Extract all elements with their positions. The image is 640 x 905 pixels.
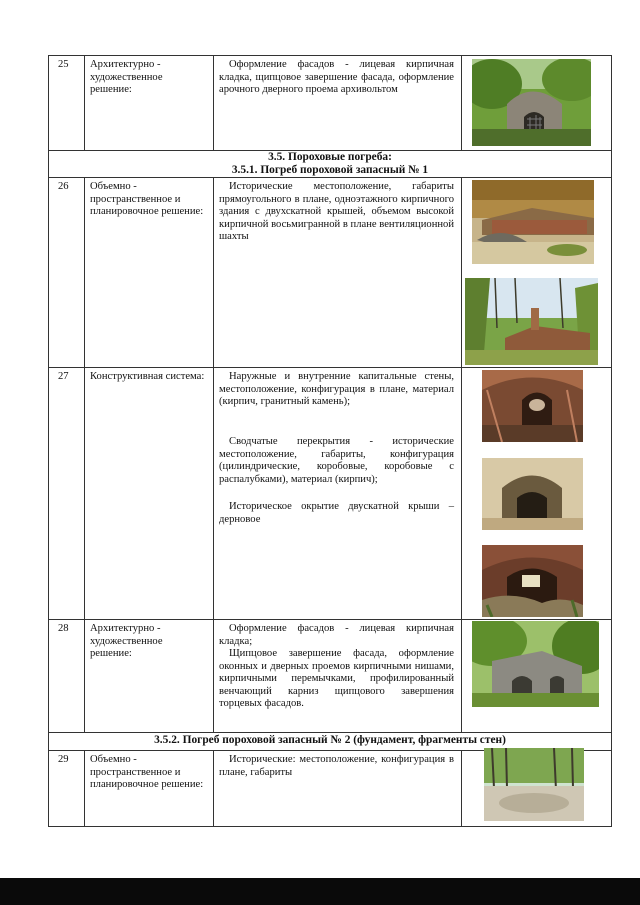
photo-brick-building <box>472 180 594 264</box>
table-border-top <box>48 55 612 56</box>
col-sep <box>213 750 214 827</box>
photo-interior-vault <box>482 370 583 442</box>
row-category: Конструктивная система: <box>90 371 205 382</box>
photo-arched-vault-debris <box>482 545 583 617</box>
photo-vaulted-corridor <box>482 458 583 530</box>
row-sep <box>48 367 612 368</box>
col-sep <box>213 55 214 150</box>
row-category: Архитектурно - художественное решение: <box>90 623 163 660</box>
section-heading: 3.5.1. Погреб пороховой запасный № 1 <box>231 164 429 176</box>
row-description: Исторические: местоположение, конфигурация в плане, габариты <box>219 754 454 778</box>
col-sep <box>84 750 85 827</box>
row-category: Объемно - пространственное и планировочное решение: <box>90 181 204 218</box>
photo-forest-foundation <box>484 748 584 821</box>
col-sep <box>84 177 85 732</box>
row-description: Сводчатые перекрытия - исторические местоположение, габариты, конфигурация (цилиндрические, коробовые, коробовые с распалубками), материал (кирпич); <box>219 436 454 485</box>
row-description: Историческое окрытие двускатной крыши – дерновое <box>219 501 454 525</box>
row-description: Щипцовое завершение фасада, оформление оконных и дверных проемов кирпичными нишами, кирпичными перемычками, профилированный венчающий карниз щипцового завершения торцевых фасадов. <box>219 648 454 710</box>
row-sep <box>48 732 612 733</box>
col-sep <box>213 177 214 732</box>
row-number: 29 <box>58 754 69 765</box>
col-sep <box>461 177 462 732</box>
col-sep <box>461 55 462 150</box>
row-number: 27 <box>58 371 69 382</box>
row-sep <box>48 619 612 620</box>
row-number: 28 <box>58 623 69 634</box>
col-sep <box>461 750 462 827</box>
row-number: 25 <box>58 59 69 70</box>
section-heading: 3.5.2. Погреб пороховой запасный № 2 (фундамент, фрагменты стен) <box>154 734 506 746</box>
photo-ventilation-shaft <box>465 278 598 365</box>
col-sep <box>84 55 85 150</box>
row-description: Наружные и внутренние капитальные стены, местоположение, конфигурация в плане, материал (кирпич, гранитный камень); <box>219 371 454 408</box>
row-description: Исторические местоположение, габариты прямоугольного в плане, одноэтажного кирпичного здания с двухскатной крышей, объемом высокой кирпичной восьмигранной в плане вентиляционной шахты <box>219 181 454 243</box>
photo-facade-arch <box>472 59 591 146</box>
row-description: Оформление фасадов - лицевая кирпичная кладка, щипцовое завершение фасада, оформление арочного дверного проема архивольтом <box>219 59 454 96</box>
table-border-bottom <box>48 826 612 827</box>
row-description: Оформление фасадов - лицевая кирпичная кладка; <box>219 623 454 647</box>
row-category: Архитектурно - художественное решение: <box>90 59 163 96</box>
row-category: Объемно - пространственное и планировочное решение: <box>90 754 204 791</box>
section-heading: 3.5. Пороховые погреба: <box>268 151 392 163</box>
photo-overgrown-facade <box>472 621 599 707</box>
scan-edge <box>0 878 640 905</box>
row-number: 26 <box>58 181 69 192</box>
